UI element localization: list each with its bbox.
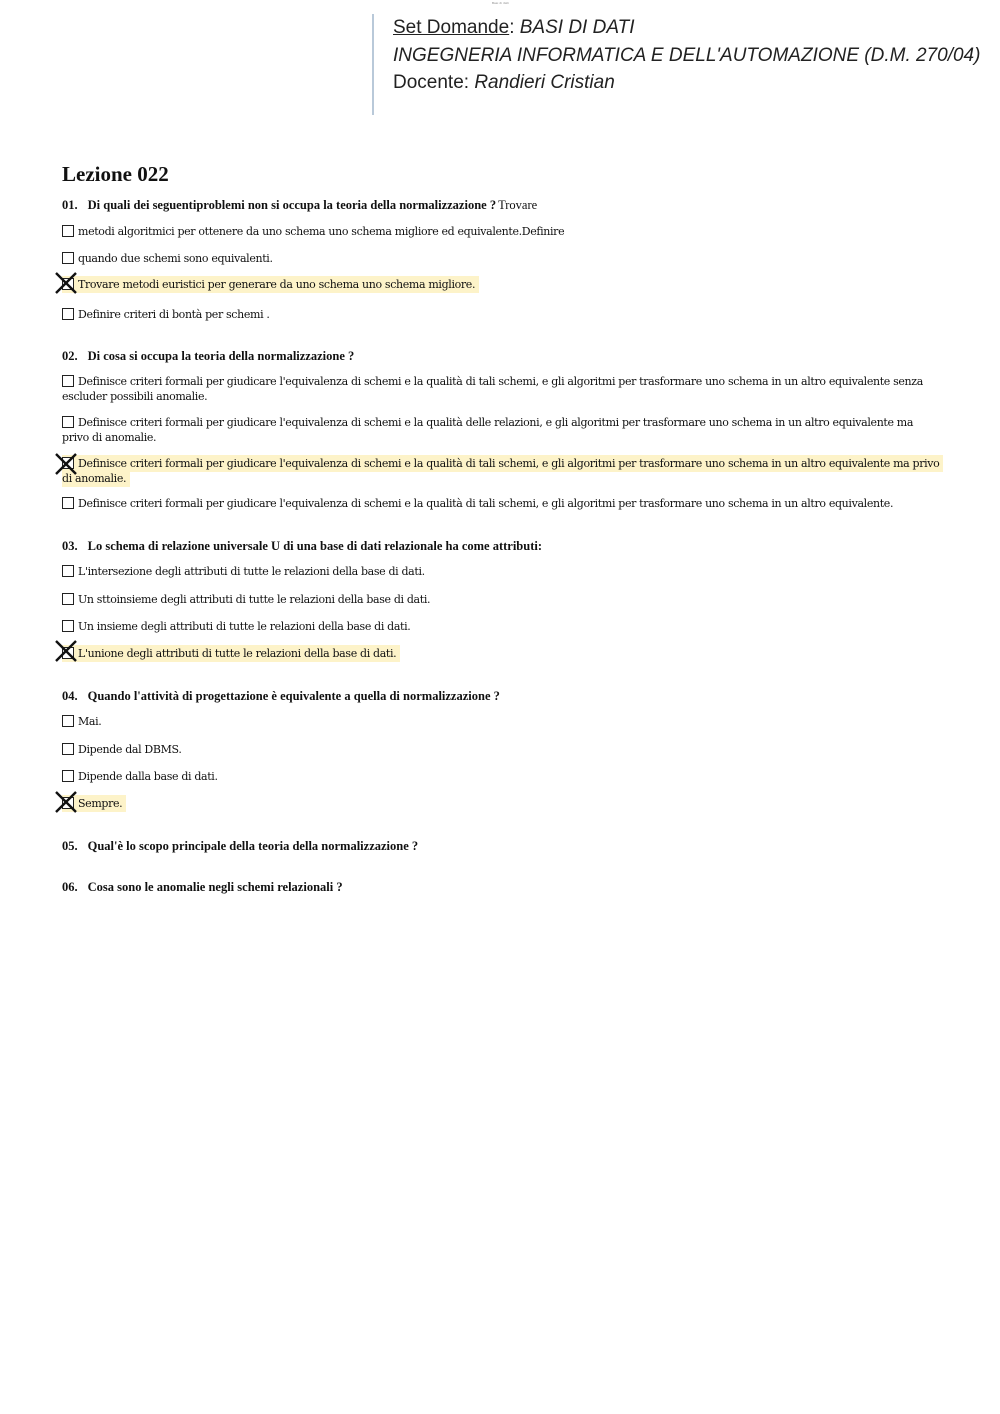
answer-option[interactable]	[62, 496, 942, 511]
answer-option[interactable]	[62, 742, 942, 757]
option-text: Dipende dal DBMS.	[78, 743, 182, 756]
question-text: Di quali dei seguentiproblemi non si occupa la teoria della normalizzazione ?	[87, 198, 497, 212]
option-text: Mai.	[78, 715, 102, 728]
option-text: Un insieme degli attributi di tutte le relazioni della base di dati.	[78, 620, 411, 633]
teacher-name: Randieri Cristian	[474, 72, 615, 93]
answer-option[interactable]	[62, 374, 942, 404]
option-text: Definisce criteri formali per giudicare l'equivalenza di schemi e la qualità di tali schemi, e gli algoritmi per trasformare uno schema in un altro equivalente ma privo di anomalie.	[62, 457, 940, 485]
option-text: Definisce criteri formali per giudicare l'equivalenza di schemi e la qualità di tali schemi, e gli algoritmi per trasformare uno schema in un altro equivalente senza escluder possibili anomalie.	[62, 375, 923, 403]
question-04	[62, 689, 500, 704]
checkbox[interactable]	[62, 252, 74, 264]
answer-option[interactable]	[62, 769, 942, 784]
set-separator: :	[509, 17, 520, 38]
option-text: L'unione degli attributi di tutte le relazioni della base di dati.	[78, 647, 397, 660]
cross-mark-icon	[54, 271, 78, 295]
lesson-title: Lezione 022	[62, 162, 169, 186]
question-text: Di cosa si occupa la teoria della normalizzazione ?	[87, 349, 355, 363]
course-name: BASI DI DATI	[519, 17, 635, 38]
answer-option[interactable]	[62, 251, 942, 266]
question-number: 02.	[62, 349, 78, 363]
answer-option-selected[interactable]	[62, 796, 942, 811]
question-number: 05.	[62, 839, 78, 853]
checkbox[interactable]	[62, 620, 74, 632]
document-header	[372, 14, 980, 115]
running-header: Basi di dati	[492, 1, 509, 5]
degree-name: INGEGNERIA INFORMATICA E DELL'AUTOMAZIONE (D.M. 270/04)	[393, 44, 981, 66]
option-text: Definire criteri di bontà per schemi .	[78, 308, 270, 321]
option-text: metodi algoritmici per ottenere da uno schema uno schema migliore ed equivalente.Definire	[78, 225, 565, 238]
option-text: quando due schemi sono equivalenti.	[78, 252, 273, 265]
checkbox[interactable]	[62, 308, 74, 320]
teacher-line	[393, 69, 980, 97]
question-01	[62, 198, 537, 213]
question-06	[62, 880, 343, 895]
option-text: Dipende dalla base di dati.	[78, 770, 218, 783]
answer-option[interactable]	[62, 592, 942, 607]
checkbox[interactable]	[62, 375, 74, 387]
checkbox[interactable]	[62, 565, 74, 577]
answer-option[interactable]	[62, 619, 942, 634]
teacher-label: Docente:	[393, 72, 475, 93]
question-number: 03.	[62, 539, 78, 553]
checkbox[interactable]	[62, 225, 74, 237]
cross-mark-icon	[54, 639, 78, 663]
option-text: Trovare metodi euristici per generare da uno schema uno schema migliore.	[78, 278, 476, 291]
checkbox[interactable]	[62, 497, 74, 509]
checkbox[interactable]	[62, 416, 74, 428]
question-03	[62, 539, 542, 554]
checkbox[interactable]	[62, 770, 74, 782]
question-text: Lo schema di relazione universale U di una base di dati relazionale ha come attributi:	[87, 539, 543, 553]
answer-option-selected[interactable]	[62, 277, 942, 292]
question-tail: Trovare	[498, 198, 538, 212]
question-number: 06.	[62, 880, 78, 894]
checkbox[interactable]	[62, 743, 74, 755]
checkbox[interactable]	[62, 715, 74, 727]
question-05	[62, 839, 418, 854]
option-text: Un sttoinsieme degli attributi di tutte le relazioni della base di dati.	[78, 593, 431, 606]
answer-option[interactable]	[62, 224, 942, 239]
question-02	[62, 349, 354, 364]
option-text: L'intersezione degli attributi di tutte le relazioni della base di dati.	[78, 565, 425, 578]
answer-option[interactable]	[62, 415, 942, 445]
question-number: 01.	[62, 198, 78, 212]
answer-option[interactable]	[62, 564, 942, 579]
set-label: Set Domande	[393, 17, 510, 38]
cross-mark-icon	[54, 452, 78, 476]
answer-option-selected[interactable]	[62, 456, 942, 486]
answer-option-selected[interactable]	[62, 646, 942, 661]
answer-option[interactable]	[62, 307, 942, 322]
option-text: Definisce criteri formali per giudicare l'equivalenza di schemi e la qualità di tali schemi, e gli algoritmi per trasformare uno schema in un altro equivalente.	[78, 497, 894, 510]
course-line	[393, 14, 980, 42]
cross-mark-icon	[54, 790, 78, 814]
question-number: 04.	[62, 689, 78, 703]
checkbox[interactable]	[62, 593, 74, 605]
answer-option[interactable]	[62, 714, 942, 729]
option-text: Sempre.	[78, 797, 123, 810]
question-text: Qual'è lo scopo principale della teoria della normalizzazione ?	[87, 839, 419, 853]
question-text: Cosa sono le anomalie negli schemi relazionali ?	[87, 880, 343, 894]
question-text: Quando l'attività di progettazione è equivalente a quella di normalizzazione ?	[87, 689, 500, 703]
option-text: Definisce criteri formali per giudicare l'equivalenza di schemi e la qualità delle relazioni, e gli algoritmi per trasformare uno schema in un altro equivalente ma privo di anomalie.	[62, 416, 914, 444]
